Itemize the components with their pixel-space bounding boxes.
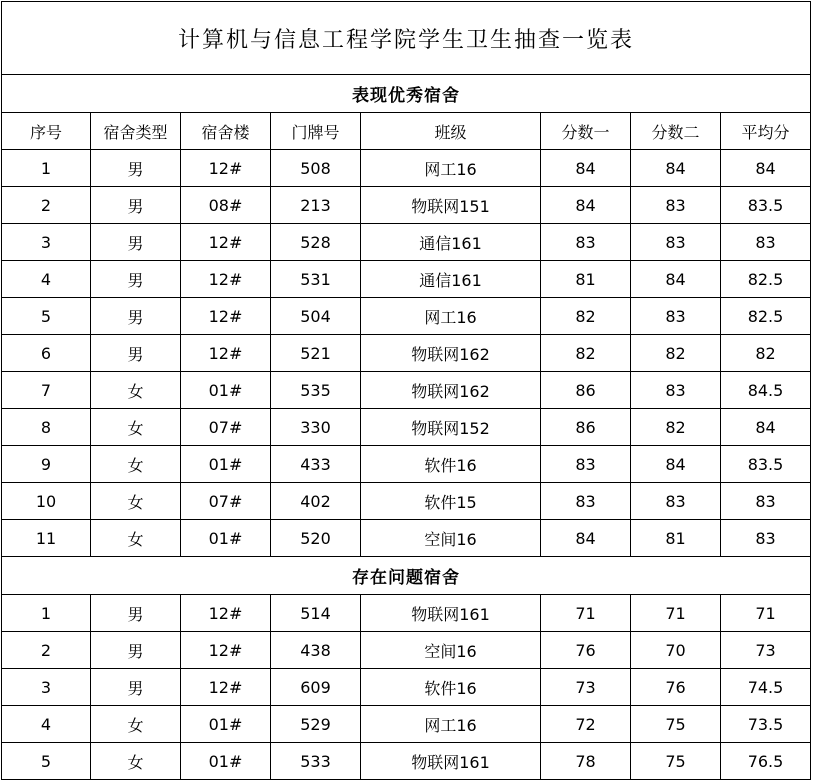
table-row bbox=[2, 743, 811, 780]
cell-class: 物联网162 bbox=[361, 372, 541, 409]
cell-room-number: 402 bbox=[271, 483, 361, 520]
table-row bbox=[2, 483, 811, 520]
cell-index: 4 bbox=[2, 261, 91, 298]
table-row bbox=[2, 372, 811, 409]
cell-score-1: 84 bbox=[541, 187, 631, 224]
cell-score-1: 72 bbox=[541, 706, 631, 743]
table-row bbox=[2, 446, 811, 483]
cell-class: 软件15 bbox=[361, 483, 541, 520]
column-header-score-2: 分数二 bbox=[631, 113, 721, 150]
cell-building: 12# bbox=[181, 261, 271, 298]
cell-dorm-type: 男 bbox=[91, 261, 181, 298]
table-row bbox=[2, 595, 811, 632]
cell-index: 4 bbox=[2, 706, 91, 743]
cell-average: 84 bbox=[721, 409, 811, 446]
cell-index: 1 bbox=[2, 150, 91, 187]
cell-room-number: 213 bbox=[271, 187, 361, 224]
cell-building: 01# bbox=[181, 372, 271, 409]
page-title: 计算机与信息工程学院学生卫生抽查一览表 bbox=[2, 2, 811, 75]
cell-room-number: 535 bbox=[271, 372, 361, 409]
cell-dorm-type: 女 bbox=[91, 409, 181, 446]
cell-dorm-type: 男 bbox=[91, 187, 181, 224]
cell-room-number: 520 bbox=[271, 520, 361, 557]
cell-index: 5 bbox=[2, 743, 91, 780]
cell-class: 物联网152 bbox=[361, 409, 541, 446]
cell-score-2: 81 bbox=[631, 520, 721, 557]
cell-score-2: 75 bbox=[631, 743, 721, 780]
cell-average: 83 bbox=[721, 520, 811, 557]
cell-room-number: 609 bbox=[271, 669, 361, 706]
cell-score-1: 76 bbox=[541, 632, 631, 669]
section-title-excellent: 表现优秀宿舍 bbox=[2, 75, 811, 113]
cell-room-number: 533 bbox=[271, 743, 361, 780]
cell-score-2: 76 bbox=[631, 669, 721, 706]
cell-room-number: 438 bbox=[271, 632, 361, 669]
cell-dorm-type: 女 bbox=[91, 446, 181, 483]
cell-score-1: 73 bbox=[541, 669, 631, 706]
cell-building: 01# bbox=[181, 743, 271, 780]
cell-average: 73.5 bbox=[721, 706, 811, 743]
cell-average: 83.5 bbox=[721, 446, 811, 483]
cell-score-1: 84 bbox=[541, 520, 631, 557]
cell-score-2: 84 bbox=[631, 446, 721, 483]
cell-average: 82 bbox=[721, 335, 811, 372]
cell-building: 01# bbox=[181, 520, 271, 557]
cell-dorm-type: 男 bbox=[91, 335, 181, 372]
cell-dorm-type: 女 bbox=[91, 372, 181, 409]
cell-building: 12# bbox=[181, 595, 271, 632]
cell-building: 08# bbox=[181, 187, 271, 224]
cell-score-2: 82 bbox=[631, 335, 721, 372]
cell-building: 01# bbox=[181, 446, 271, 483]
cell-index: 3 bbox=[2, 669, 91, 706]
cell-room-number: 514 bbox=[271, 595, 361, 632]
cell-average: 84 bbox=[721, 150, 811, 187]
column-header-row bbox=[2, 113, 811, 150]
table-row bbox=[2, 224, 811, 261]
cell-average: 74.5 bbox=[721, 669, 811, 706]
cell-building: 07# bbox=[181, 409, 271, 446]
cell-score-1: 82 bbox=[541, 335, 631, 372]
cell-building: 01# bbox=[181, 706, 271, 743]
cell-index: 9 bbox=[2, 446, 91, 483]
cell-average: 76.5 bbox=[721, 743, 811, 780]
cell-score-1: 82 bbox=[541, 298, 631, 335]
cell-class: 空间16 bbox=[361, 520, 541, 557]
cell-average: 73 bbox=[721, 632, 811, 669]
cell-class: 物联网161 bbox=[361, 743, 541, 780]
table-row bbox=[2, 520, 811, 557]
cell-score-2: 83 bbox=[631, 224, 721, 261]
cell-dorm-type: 女 bbox=[91, 743, 181, 780]
cell-building: 12# bbox=[181, 335, 271, 372]
cell-class: 通信161 bbox=[361, 261, 541, 298]
cell-dorm-type: 男 bbox=[91, 632, 181, 669]
section-header-row bbox=[2, 75, 811, 113]
cell-dorm-type: 男 bbox=[91, 595, 181, 632]
table-row bbox=[2, 632, 811, 669]
table-body bbox=[2, 2, 811, 780]
cell-class: 通信161 bbox=[361, 224, 541, 261]
cell-average: 82.5 bbox=[721, 298, 811, 335]
cell-building: 12# bbox=[181, 298, 271, 335]
cell-building: 12# bbox=[181, 224, 271, 261]
column-header-building: 宿舍楼 bbox=[181, 113, 271, 150]
cell-score-2: 71 bbox=[631, 595, 721, 632]
cell-room-number: 330 bbox=[271, 409, 361, 446]
cell-score-2: 83 bbox=[631, 483, 721, 520]
cell-room-number: 529 bbox=[271, 706, 361, 743]
title-row bbox=[2, 2, 811, 75]
cell-room-number: 508 bbox=[271, 150, 361, 187]
cell-score-2: 75 bbox=[631, 706, 721, 743]
cell-index: 10 bbox=[2, 483, 91, 520]
cell-building: 12# bbox=[181, 150, 271, 187]
cell-class: 物联网162 bbox=[361, 335, 541, 372]
cell-index: 7 bbox=[2, 372, 91, 409]
cell-dorm-type: 女 bbox=[91, 483, 181, 520]
column-header-room-number: 门牌号 bbox=[271, 113, 361, 150]
cell-score-2: 83 bbox=[631, 187, 721, 224]
table-row bbox=[2, 669, 811, 706]
column-header-score-1: 分数一 bbox=[541, 113, 631, 150]
cell-dorm-type: 男 bbox=[91, 298, 181, 335]
cell-score-1: 71 bbox=[541, 595, 631, 632]
cell-class: 软件16 bbox=[361, 446, 541, 483]
cell-dorm-type: 男 bbox=[91, 669, 181, 706]
cell-dorm-type: 男 bbox=[91, 224, 181, 261]
cell-average: 84.5 bbox=[721, 372, 811, 409]
cell-room-number: 528 bbox=[271, 224, 361, 261]
cell-average: 83 bbox=[721, 483, 811, 520]
cell-average: 71 bbox=[721, 595, 811, 632]
cell-score-2: 84 bbox=[631, 150, 721, 187]
cell-class: 空间16 bbox=[361, 632, 541, 669]
cell-score-1: 81 bbox=[541, 261, 631, 298]
cell-score-2: 84 bbox=[631, 261, 721, 298]
cell-class: 物联网151 bbox=[361, 187, 541, 224]
cell-room-number: 504 bbox=[271, 298, 361, 335]
cell-room-number: 521 bbox=[271, 335, 361, 372]
cell-index: 3 bbox=[2, 224, 91, 261]
cell-score-1: 83 bbox=[541, 446, 631, 483]
cell-score-1: 78 bbox=[541, 743, 631, 780]
cell-score-1: 86 bbox=[541, 409, 631, 446]
cell-score-2: 83 bbox=[631, 298, 721, 335]
cell-index: 11 bbox=[2, 520, 91, 557]
column-header-dorm-type: 宿舍类型 bbox=[91, 113, 181, 150]
section-header-row bbox=[2, 557, 811, 595]
cell-average: 83.5 bbox=[721, 187, 811, 224]
cell-score-1: 83 bbox=[541, 224, 631, 261]
table-row bbox=[2, 298, 811, 335]
cell-score-1: 86 bbox=[541, 372, 631, 409]
cell-building: 12# bbox=[181, 632, 271, 669]
column-header-average: 平均分 bbox=[721, 113, 811, 150]
column-header-class: 班级 bbox=[361, 113, 541, 150]
cell-room-number: 531 bbox=[271, 261, 361, 298]
cell-dorm-type: 男 bbox=[91, 150, 181, 187]
table-row bbox=[2, 706, 811, 743]
cell-room-number: 433 bbox=[271, 446, 361, 483]
table-row bbox=[2, 150, 811, 187]
cell-index: 5 bbox=[2, 298, 91, 335]
table-row bbox=[2, 409, 811, 446]
cell-dorm-type: 女 bbox=[91, 706, 181, 743]
cell-index: 6 bbox=[2, 335, 91, 372]
hygiene-inspection-table bbox=[1, 1, 811, 780]
cell-score-1: 84 bbox=[541, 150, 631, 187]
table-row bbox=[2, 335, 811, 372]
cell-class: 网工16 bbox=[361, 706, 541, 743]
cell-index: 2 bbox=[2, 187, 91, 224]
cell-score-2: 83 bbox=[631, 372, 721, 409]
cell-class: 软件16 bbox=[361, 669, 541, 706]
cell-average: 83 bbox=[721, 224, 811, 261]
cell-class: 物联网161 bbox=[361, 595, 541, 632]
cell-class: 网工16 bbox=[361, 298, 541, 335]
column-header-index: 序号 bbox=[2, 113, 91, 150]
section-title-problem: 存在问题宿舍 bbox=[2, 557, 811, 595]
cell-building: 07# bbox=[181, 483, 271, 520]
cell-score-2: 70 bbox=[631, 632, 721, 669]
cell-dorm-type: 女 bbox=[91, 520, 181, 557]
cell-average: 82.5 bbox=[721, 261, 811, 298]
cell-index: 2 bbox=[2, 632, 91, 669]
table-row bbox=[2, 187, 811, 224]
cell-class: 网工16 bbox=[361, 150, 541, 187]
cell-building: 12# bbox=[181, 669, 271, 706]
cell-score-2: 82 bbox=[631, 409, 721, 446]
cell-index: 8 bbox=[2, 409, 91, 446]
cell-index: 1 bbox=[2, 595, 91, 632]
table-row bbox=[2, 261, 811, 298]
cell-score-1: 83 bbox=[541, 483, 631, 520]
